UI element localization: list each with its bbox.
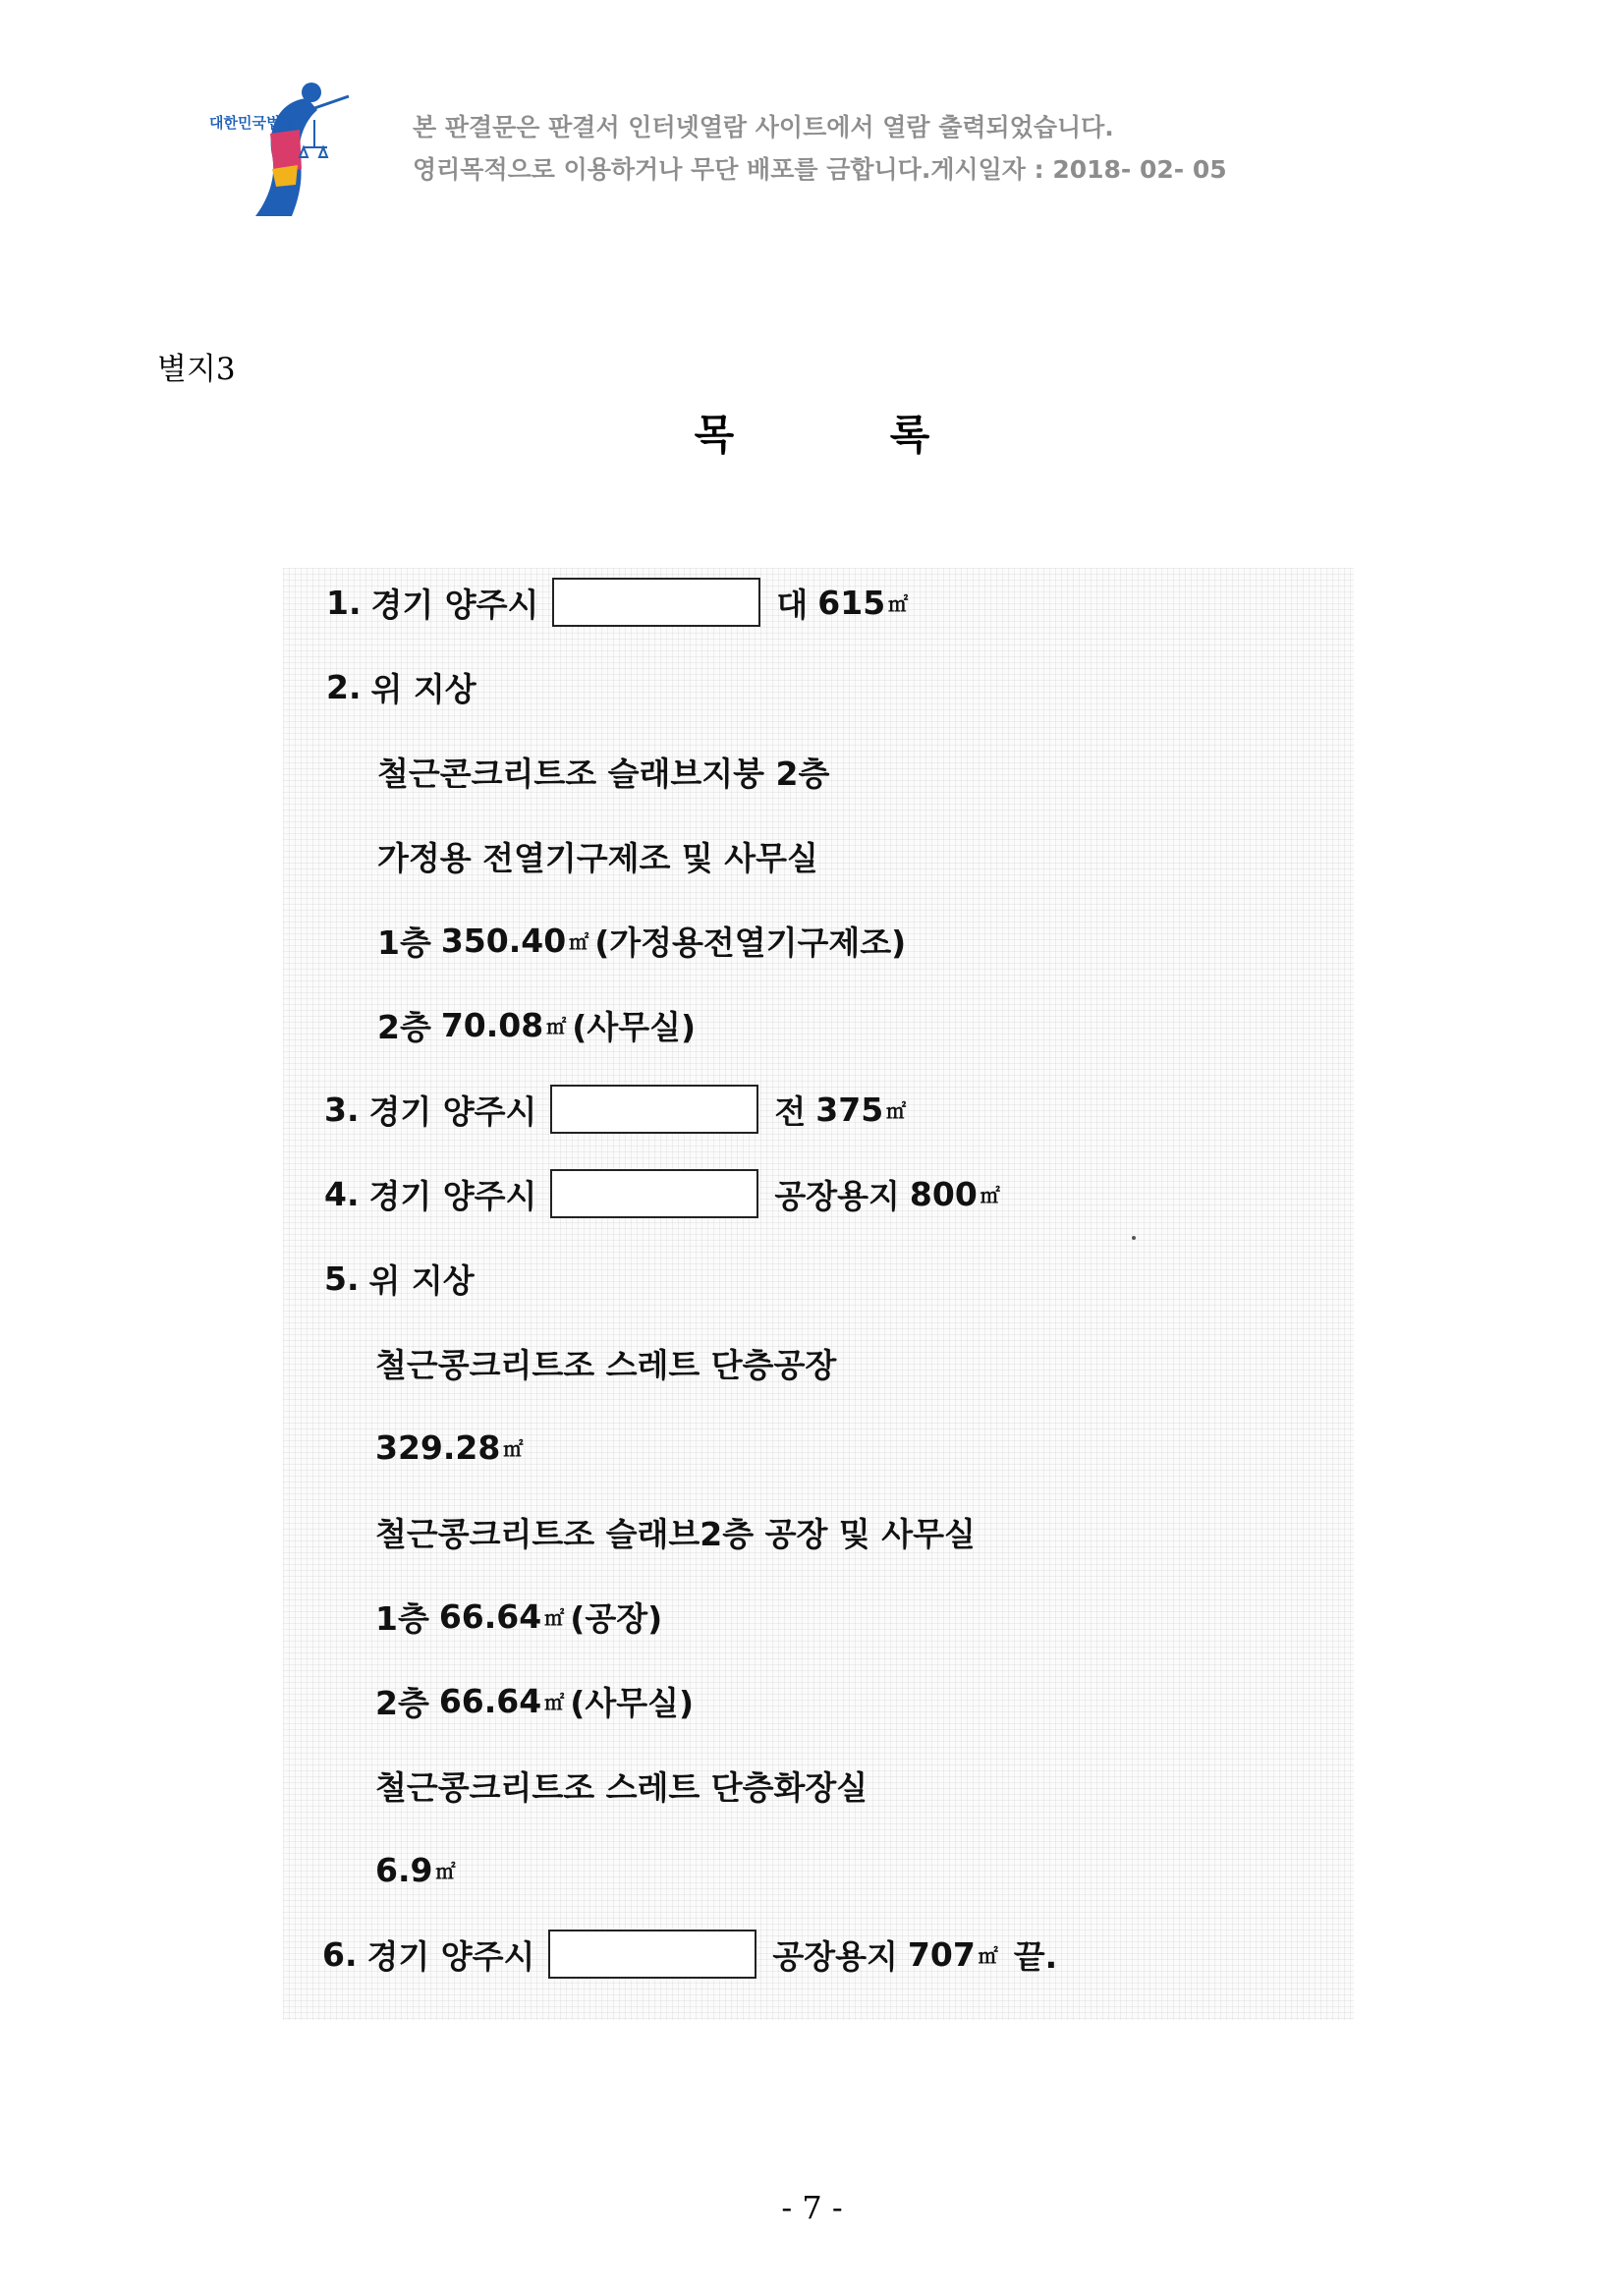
item-area: 66.64: [438, 1596, 542, 1636]
print-notice: [413, 106, 1227, 191]
item-floor: 1층: [377, 923, 431, 962]
list-item: [322, 1930, 1057, 1979]
item-text: 철근콩크리트조 스레트 단층화장실: [375, 1767, 868, 1807]
page-number: - 7 -: [781, 2189, 843, 2226]
list-item: [324, 1085, 912, 1134]
redacted-address-box: [550, 1085, 758, 1134]
unit-label: ㎡: [888, 591, 909, 616]
item-use: (공장): [570, 1598, 663, 1638]
item-area: 350.40: [440, 921, 567, 960]
unit-label: ㎡: [980, 1183, 1000, 1207]
list-item: [375, 1338, 836, 1387]
item-area: 66.64: [438, 1681, 542, 1720]
unit-label: ㎡: [544, 1690, 565, 1714]
item-location: 경기 양주시: [368, 1176, 537, 1215]
scanned-property-list: [283, 568, 1354, 2020]
list-item: [375, 1592, 662, 1641]
item-use: (가정용전열기구제조): [594, 923, 907, 962]
document-title: 목 록: [694, 411, 1001, 459]
item-land-type: 대: [776, 585, 809, 624]
redacted-address-box: [548, 1930, 756, 1979]
list-item: [375, 1676, 694, 1725]
list-item: [326, 578, 914, 627]
redacted-address-box: [550, 1169, 758, 1218]
item-area: 800: [909, 1174, 978, 1213]
item-area: 707: [907, 1934, 976, 1974]
unit-label: ㎡: [435, 1859, 456, 1883]
list-item: [377, 916, 906, 965]
list-item: [375, 1423, 529, 1472]
item-location: 경기 양주시: [370, 585, 539, 624]
item-area: 375: [815, 1090, 884, 1129]
item-ending: 끝.: [1013, 1936, 1058, 1976]
seal-text: 대한민국법원: [209, 114, 295, 132]
item-text: 철근콘크리트조 슬래브지붕 2층: [377, 754, 830, 793]
court-seal-logo: [201, 59, 373, 226]
list-item: [375, 1507, 976, 1556]
notice-line-1: 본 판결문은 판결서 인터넷열람 사이트에서 열람 출력되었습니다.: [413, 113, 1114, 141]
unit-label: ㎡: [978, 1943, 998, 1968]
item-number: 3.: [324, 1090, 360, 1129]
unit-label: ㎡: [546, 1014, 567, 1038]
item-number: 4.: [324, 1174, 360, 1213]
scan-speck: [1132, 1236, 1136, 1240]
item-land-type: 공장용지: [772, 1936, 898, 1976]
item-text: 위 지상: [370, 669, 476, 708]
item-use: (사무실): [572, 1007, 697, 1046]
list-item: [375, 1761, 868, 1810]
list-item: [377, 831, 818, 880]
item-floor: 1층: [375, 1598, 429, 1638]
redacted-address-box: [552, 578, 760, 627]
item-number: 2.: [326, 667, 362, 706]
item-number: 5.: [324, 1259, 360, 1298]
item-use: (사무실): [570, 1683, 695, 1722]
item-floor: 2층: [377, 1007, 431, 1046]
unit-label: ㎡: [569, 929, 589, 954]
item-text: 철근콩크리트조 슬래브2층 공장 및 사무실: [375, 1514, 976, 1553]
item-area: 6.9: [375, 1850, 433, 1889]
item-land-type: 공장용지: [774, 1176, 900, 1215]
annex-label: 별지3: [157, 352, 236, 387]
unit-label: ㎡: [544, 1605, 565, 1630]
item-number: 1.: [326, 583, 362, 622]
item-area: 329.28: [375, 1427, 501, 1467]
item-location: 경기 양주시: [368, 1092, 537, 1131]
item-floor: 2층: [375, 1683, 429, 1722]
item-area: 70.08: [440, 1005, 544, 1044]
document-header: [201, 59, 1282, 226]
item-text: 위 지상: [368, 1260, 475, 1300]
list-item: [375, 1845, 461, 1894]
list-item: [324, 1169, 1006, 1218]
item-text: 가정용 전열기구제조 및 사무실: [377, 838, 818, 877]
notice-line-2: 영리목적으로 이용하거나 무단 배포를 금합니다.게시일자 : 2018- 02- 05: [413, 155, 1227, 184]
unit-label: ㎡: [503, 1436, 524, 1461]
item-text: 철근콩크리트조 스레트 단층공장: [375, 1345, 837, 1384]
list-item: [326, 662, 476, 711]
item-location: 경기 양주시: [366, 1936, 535, 1976]
item-number: 6.: [322, 1934, 358, 1974]
list-item: [377, 1000, 696, 1049]
item-area: 615: [817, 583, 886, 622]
unit-label: ㎡: [886, 1098, 907, 1123]
item-land-type: 전: [774, 1092, 807, 1131]
list-item: [377, 747, 829, 796]
list-item: [324, 1254, 475, 1303]
